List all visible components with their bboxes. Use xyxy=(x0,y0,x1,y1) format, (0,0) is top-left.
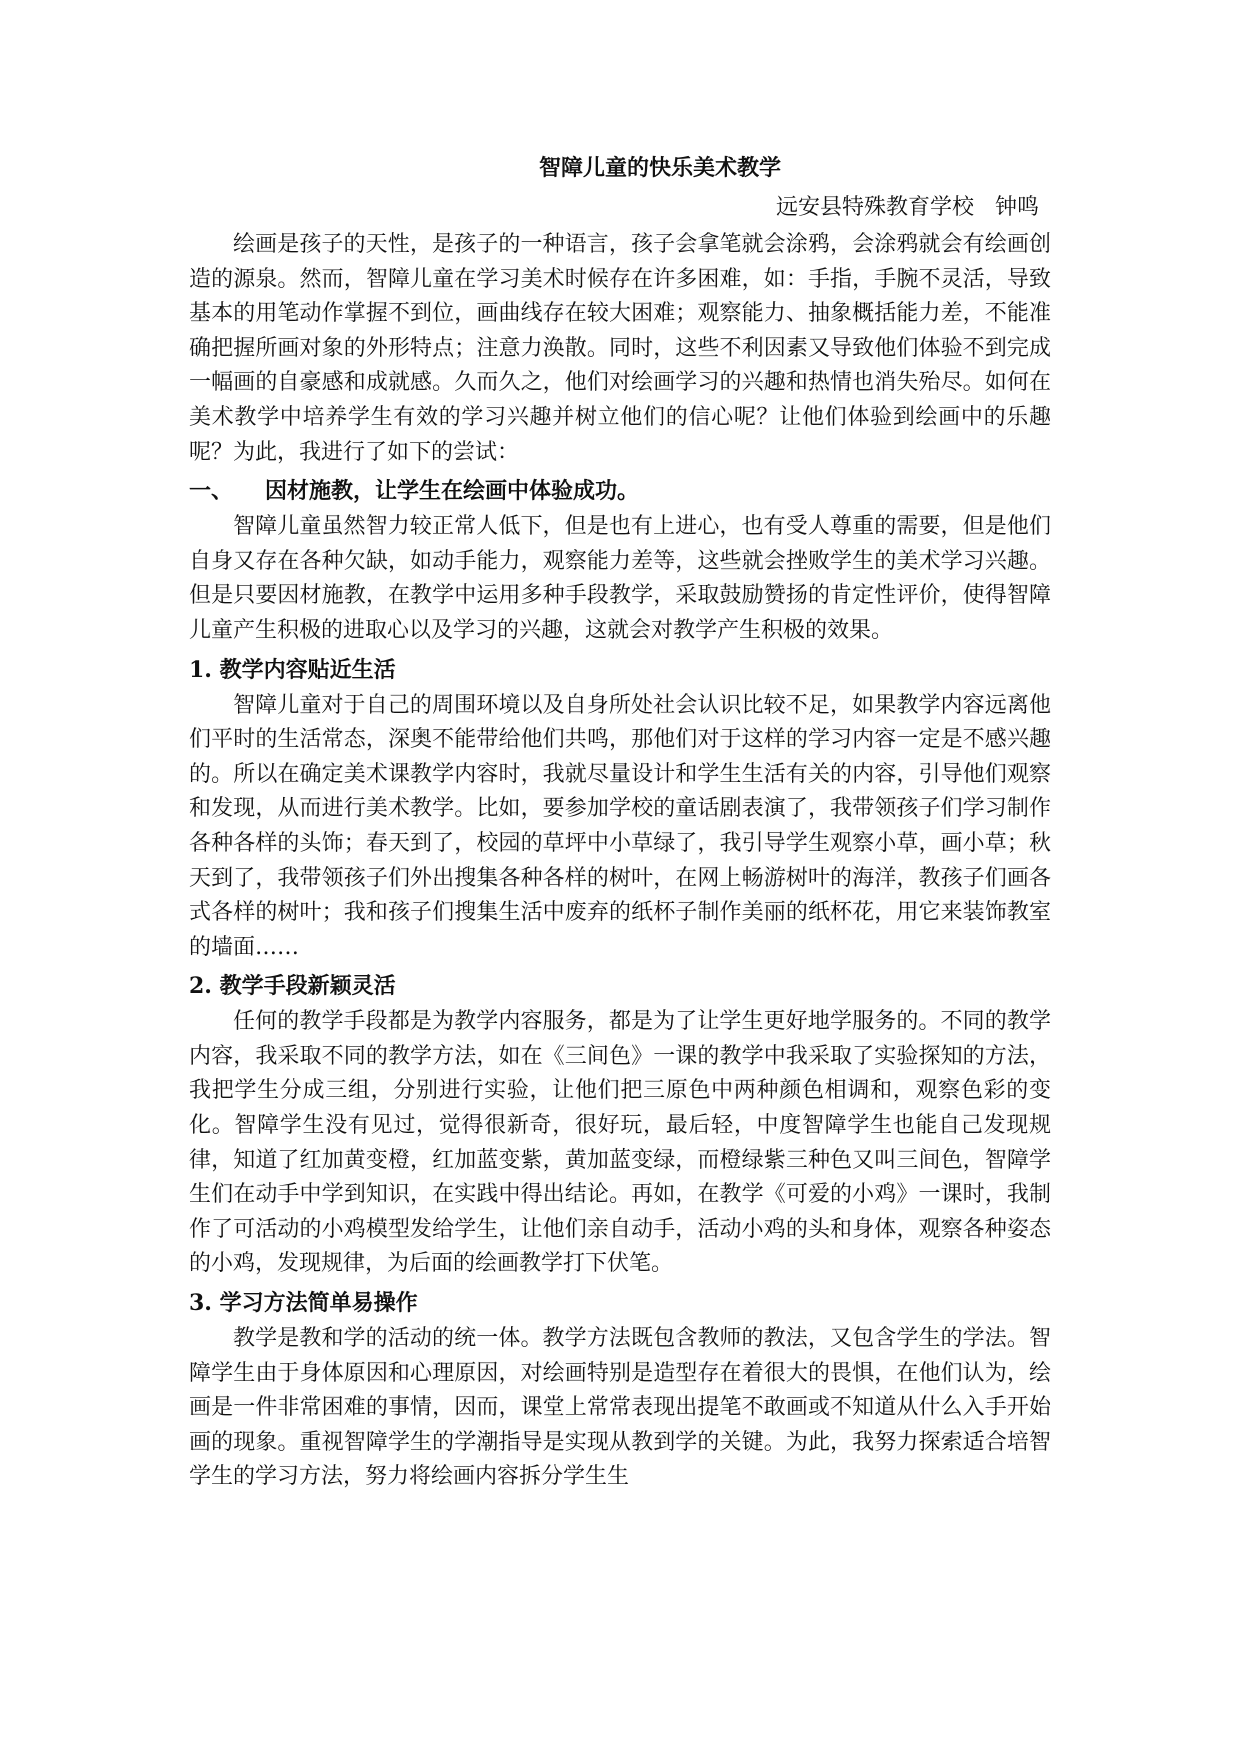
subsection-1-heading: 1. 教学内容贴近生活 xyxy=(189,656,396,683)
subsection-2-heading: 2. 教学手段新颖灵活 xyxy=(189,973,396,1000)
section-1-paragraph: 智障儿童虽然智力较正常人低下，但是也有上进心，也有受人尊重的需要，但是他们自身又存在各种欠缺，如动手能力，观察能力差等，这些就会挫败学生的美术学习兴趣。但是只要因材施教，在教学中运用多种手段教学，采取鼓励赞扬的肯定性评价，使得智障儿童产生积极的进取心以及学习的兴趣，这就会对教学产生积极的效果。 xyxy=(189,514,1051,643)
subsection-2-paragraph: 任何的教学手段都是为教学内容服务，都是为了让学生更好地学服务的。不同的教学内容，我采取不同的教学方法，如在《三间色》一课的教学中我采取了实验探知的方法，我把学生分成三组，分别进行实验，让他们把三原色中两种颜色相调和，观察色彩的变化。智障学生没有见过，觉得很新奇，很好玩，最后轻，中度智障学生也能自己发现规律，知道了红加黄变橙，红加蓝变紫，黄加蓝变绿，而橙绿紫三种色又叫三间色，智障学生们在动手中学到知识，在实践中得出结论。再如，在教学《可爱的小鸡》一课时，我制作了可活动的小鸡模型发给学生，让他们亲自动手，活动小鸡的头和身体，观察各种姿态的小鸡，发现规律，为后面的绘画教学打下伏笔。 xyxy=(189,1009,1051,1277)
subsection-3-paragraph: 教学是教和学的活动的统一体。教学方法既包含教师的教法，又包含学生的学法。智障学生由于身体原因和心理原因，对绘画特别是造型存在着很大的畏惧，在他们认为，绘画是一件非常困难的事情，因而，课堂上常常表现出提笔不敢画或不知道从什么入手开始画的现象。重视智障学生的学潮指导是实现从教到学的关键。为此，我努力探索适合培智学生的学习方法，努力将绘画内容拆分学生生 xyxy=(189,1326,1051,1490)
author-byline: 远安县特殊教育学校 钟鸣 xyxy=(776,195,1039,220)
subsection-1-paragraph: 智障儿童对于自己的周围环境以及自身所处社会认识比较不足，如果教学内容远离他们平时的生活常态，深奥不能带给他们共鸣，那他们对于这样的学习内容一定是不感兴趣的。所以在确定美术课教学内容时，我就尽量设计和学生生活有关的内容，引导他们观察和发现，从而进行美术教学。比如，要参加学校的童话剧表演了，我带领孩子们学习制作各种各样的头饰；春天到了，校园的草坪中小草绿了，我引导学生观察小草，画小草；秋天到了，我带领孩子们外出搜集各种各样的树叶，在网上畅游树叶的海洋，教孩子们画各式各样的树叶；我和孩子们搜集生活中废弃的纸杯子制作美丽的纸杯花，用它来装饰教室的墙面…… xyxy=(189,692,1051,960)
document-page xyxy=(189,150,1051,1495)
section-1-number: 一、 xyxy=(189,478,234,505)
document-title: 智障儿童的快乐美术教学 xyxy=(538,155,781,181)
section-1-heading xyxy=(189,472,1051,510)
intro-paragraph: 绘画是孩子的天性，是孩子的一种语言，孩子会拿笔就会涂鸦，会涂鸦就会有绘画创造的源泉。然而，智障儿童在学习美术时候存在许多困难，如：手指，手腕不灵活，导致基本的用笔动作掌握不到位，画曲线存在较大困难；观察能力、抽象概括能力差，不能准确把握所画对象的外形特点；注意力涣散。同时，这些不利因素又导致他们体验不到完成一幅画的自豪感和成就感。久而久之，他们对绘画学习的兴趣和热情也消失殆尽。如何在美术教学中培养学生有效的学习兴趣并树立他们的信心呢？让他们体验到绘画中的乐趣呢？为此，我进行了如下的尝试： xyxy=(189,232,1051,465)
section-1-heading-text: 因材施教，让学生在绘画中体验成功。 xyxy=(265,478,640,505)
subsection-3-heading: 3. 学习方法简单易操作 xyxy=(189,1290,418,1317)
